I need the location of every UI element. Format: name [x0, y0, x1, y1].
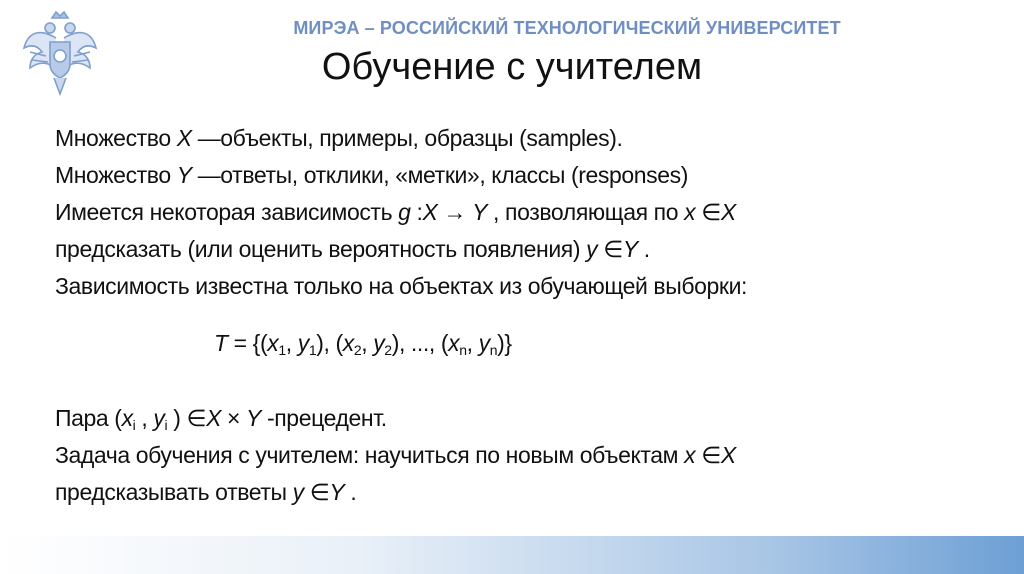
line-set-x	[55, 120, 995, 157]
subscript: 1	[278, 342, 286, 358]
math-var-g: g	[398, 199, 411, 225]
slide-body-continued	[55, 400, 995, 511]
math-var-y: y	[373, 330, 385, 356]
text-fragment: Пара (	[55, 405, 122, 431]
text-fragment: предсказывать ответы	[55, 479, 293, 505]
math-var-y: y	[292, 479, 304, 505]
university-header: МИРЭА – РОССИЙСКИЙ ТЕХНОЛОГИЧЕСКИЙ УНИВЕРСИТЕТ	[293, 18, 841, 38]
math-var-x: x	[684, 442, 696, 468]
text-fragment: предсказать (или оценить вероятность появления)	[55, 236, 587, 262]
subscript: i	[132, 417, 136, 433]
math-var-y: Y	[622, 236, 638, 262]
math-var-y: y	[586, 236, 598, 262]
line-known-dependency: Зависимость известна только на объектах из обучающей выборки:	[55, 273, 748, 299]
text-fragment: ) ∈	[167, 405, 207, 431]
arrow-symbol: →	[437, 199, 473, 225]
line-predict-answers	[55, 474, 995, 511]
text-fragment: ,	[285, 330, 298, 356]
line-task	[55, 437, 995, 474]
text-fragment: Имеется некоторая зависимость	[55, 199, 399, 225]
text-fragment: .	[637, 236, 650, 262]
slide-title: Обучение с учителем	[321, 46, 703, 88]
text-fragment: = {(	[227, 330, 268, 356]
line-set-y	[55, 157, 995, 194]
text-fragment: , позволяющая по	[487, 199, 685, 225]
math-var-y: Y	[246, 405, 261, 431]
element-of-symbol: ∈	[695, 442, 721, 468]
text-fragment: ,	[361, 330, 374, 356]
subscript: n	[459, 342, 467, 358]
text-fragment: )}	[497, 330, 512, 356]
subscript: n	[489, 342, 498, 358]
line-precedent	[55, 400, 995, 437]
slide-body	[55, 120, 995, 305]
subscript: 2	[384, 342, 392, 358]
text-fragment: .	[344, 479, 357, 505]
math-var-y: Y	[176, 162, 192, 188]
math-var-y: Y	[329, 479, 345, 505]
element-of-symbol: ∈	[695, 199, 721, 225]
text-fragment: ), (	[316, 330, 343, 356]
math-var-x: X	[422, 199, 438, 225]
text-fragment: Множество	[55, 162, 177, 188]
text-fragment: —ответы, отклики, «метки», классы (responses)	[191, 162, 688, 188]
element-of-symbol: ∈	[303, 479, 330, 505]
subscript: i	[164, 417, 168, 433]
text-fragment: —объекты, примеры, образцы (samples).	[191, 125, 623, 151]
element-of-symbol: ∈	[597, 236, 623, 262]
math-var-y: y	[297, 330, 309, 356]
math-var-x: X	[176, 125, 192, 151]
text-fragment: -прецедент.	[261, 405, 387, 431]
text-fragment: Задача обучения с учителем: научиться по новым объектам	[55, 442, 685, 468]
math-var-x: x	[267, 330, 279, 356]
math-var-y: y	[153, 405, 165, 431]
math-var-y: y	[478, 330, 490, 356]
math-var-t: T	[214, 330, 228, 356]
math-var-x: X	[206, 405, 222, 431]
subscript: 2	[353, 342, 362, 358]
line-predict	[55, 231, 995, 268]
training-set-formula	[214, 330, 512, 357]
footer-gradient-bar	[0, 536, 1024, 574]
subscript: 1	[308, 342, 317, 358]
text-fragment: ), ..., (	[391, 330, 449, 356]
math-var-x: X	[720, 442, 736, 468]
text-fragment: ,	[466, 330, 479, 356]
math-var-x: x	[448, 330, 460, 356]
math-var-x: X	[720, 199, 736, 225]
text-fragment: Множество	[55, 125, 177, 151]
line-dependency	[55, 194, 995, 231]
text-fragment: ,	[135, 405, 154, 431]
math-var-x: x	[684, 199, 696, 225]
math-var-y: Y	[472, 199, 488, 225]
text-fragment: :	[410, 199, 423, 225]
math-var-x: x	[121, 405, 133, 431]
times-symbol: ×	[221, 405, 247, 431]
math-var-x: x	[342, 330, 354, 356]
